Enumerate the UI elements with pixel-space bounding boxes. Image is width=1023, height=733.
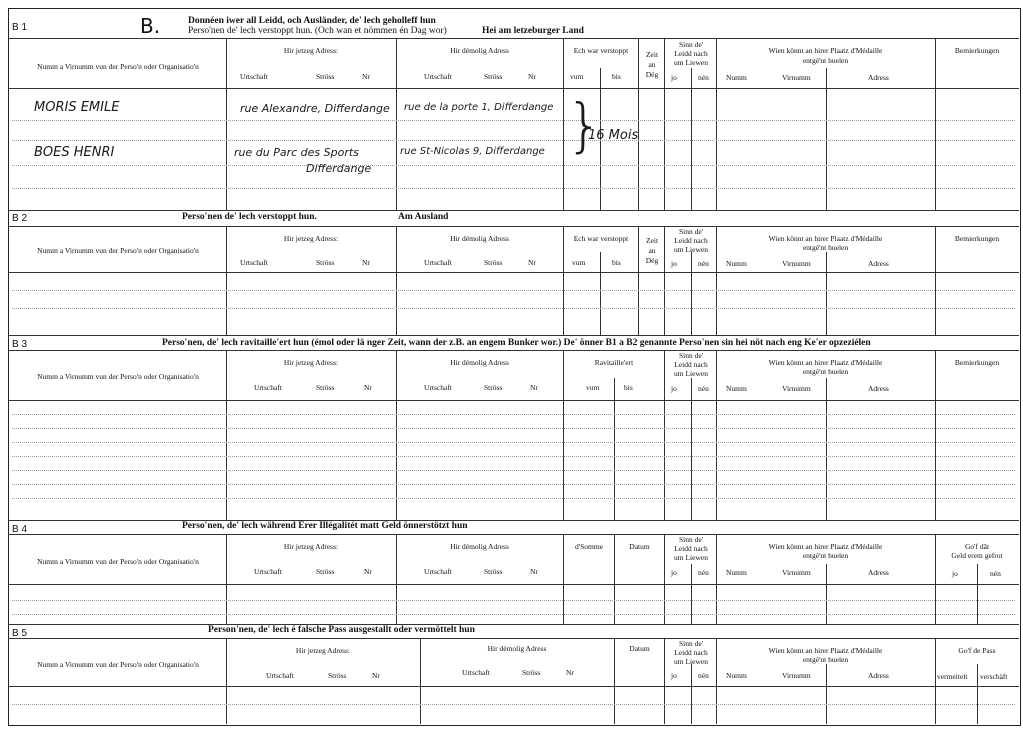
b5-col-medal1: Wien könnt an hirer Plaatz d'Médaille <box>768 646 883 655</box>
b5-col-former: Hir démolig Adress <box>487 644 547 653</box>
b2-col-mname: Numm <box>726 259 747 268</box>
b5-col-given: verschäft <box>980 672 1008 681</box>
b5-col-alive1: Sinn de' <box>678 639 704 648</box>
entry-2-former: rue St-Nicolas 9, Differdange <box>400 146 545 157</box>
b5-col-town: Urtschaft <box>266 671 294 680</box>
b2-col-former: Hir démolig Adress <box>450 234 509 243</box>
b4-col-nr2: Nr <box>530 567 538 576</box>
entry-1-name: MORIS EMILE <box>34 100 120 115</box>
b2-col-from: vum <box>572 258 586 267</box>
b4-col-name: Numm a Virnumm vun der Perso'n oder Organisatio'n <box>37 557 199 566</box>
b3-col-alive3: um Liewen <box>674 369 708 378</box>
b2-col-time3: Dég <box>645 256 659 265</box>
b1-title-right: Hei am letzeburger Land <box>482 26 584 36</box>
b3-col-alive2: Leidd nach <box>674 360 708 369</box>
b1-col-current: Hir jetzeg Adress: <box>283 46 339 55</box>
b4-col-mname: Numm <box>726 568 747 577</box>
b4-col-date: Datum <box>629 542 650 551</box>
b5-col-date: Datum <box>629 644 650 653</box>
b1-header-top <box>8 38 1019 39</box>
b2-col-nr2: Nr <box>528 258 536 267</box>
b4-col-medal2: entgé'nt huelen <box>802 551 849 560</box>
b3-col-nr: Nr <box>364 383 372 392</box>
b4-col-money2: Geld erem gefrot <box>951 551 1003 560</box>
b5-col-nr: Nr <box>372 671 380 680</box>
entry-1-current: rue Alexandre, Differdange <box>240 102 390 115</box>
b4-col-sum: d'Somme <box>574 542 604 551</box>
b1-col-yes: jo <box>671 73 677 82</box>
b5-col-street2: Ströss <box>522 668 541 677</box>
b3-col-town2: Urtschaft <box>424 383 452 392</box>
b2-col-nr: Nr <box>362 258 370 267</box>
form-letter: B. <box>140 14 161 38</box>
b2-col-alive3: um Liewen <box>674 245 708 254</box>
b5-col-nr2: Nr <box>566 668 574 677</box>
b5-col-mfirst: Virnumm <box>782 671 811 680</box>
b1-col-name: Numm a Virnumm vun der Perso'n oder Organisatio'n <box>37 62 199 71</box>
b1-col-alive1: Sinn de' <box>678 40 704 49</box>
b2-col-medal2: entgé'nt huelen <box>802 243 849 252</box>
entry-1-former: rue de la porte 1, Differdange <box>404 102 554 113</box>
b1-col-town2: Urtschaft <box>424 72 452 81</box>
b5-col-pass: Go'f de Pass <box>958 646 996 655</box>
b2-col-medal1: Wien könnt an hirer Plaatz d'Médaille <box>768 234 883 243</box>
b1-col-mfirst: Virnumm <box>782 73 811 82</box>
b4-col-town2: Urtschaft <box>424 567 452 576</box>
b1-col-remarks: Bemierkungen <box>954 46 1000 55</box>
section-label-b2: B 2 <box>12 213 28 224</box>
b3-col-medal2: entgé'nt huelen <box>802 367 849 376</box>
b2-col-town: Urtschaft <box>240 258 268 267</box>
section-label-b4: B 4 <box>12 524 28 535</box>
b3-col-remarks: Bemierkungen <box>954 358 1000 367</box>
b3-col-mfirst: Virnumm <box>782 384 811 393</box>
b1-col-street: Ströss <box>316 72 335 81</box>
b2-col-street: Ströss <box>316 258 335 267</box>
b1-col-alive2: Leidd nach <box>674 49 708 58</box>
b5-col-mname: Numm <box>726 671 747 680</box>
b3-title: Perso'nen, de' lech ravitaille'ert hun (émol oder lä nger Zeit, wann der z.B. an engem Bunker wor.) De' önner B1 a B2 genannte Perso'nen sin hei nöt nach eng Ke'er opzeziélen <box>162 338 871 348</box>
b2-col-time2: an <box>648 246 656 255</box>
b5-col-medal2: entgé'nt huelen <box>802 655 849 664</box>
entry-2-current-1: rue du Parc des Sports <box>234 146 359 159</box>
b1-col-town: Urtschaft <box>240 72 268 81</box>
b3-col-no: nén <box>698 384 709 393</box>
b5-col-alive3: um Liewen <box>674 657 708 666</box>
entry-2-name: BOES HENRI <box>34 145 115 160</box>
b1-col-medal1: Wien könnt an hirer Plaatz d'Médaille <box>768 46 883 55</box>
b3-col-current: Hir jetzeg Adress: <box>283 358 339 367</box>
b2-col-alive2: Leidd nach <box>674 236 708 245</box>
b5-col-current: Hir jetzeg Adress: <box>295 646 351 655</box>
b3-col-nr2: Nr <box>530 383 538 392</box>
b4-col-nr: Nr <box>364 567 372 576</box>
b2-col-street2: Ströss <box>484 258 503 267</box>
b4-col-street2: Ströss <box>484 567 503 576</box>
b3-col-mname: Numm <box>726 384 747 393</box>
b4-col-town: Urtschaft <box>254 567 282 576</box>
b2-col-to: bis <box>612 258 621 267</box>
section-label-b1: B 1 <box>12 22 28 33</box>
b1-col-street2: Ströss <box>484 72 503 81</box>
b1-col-alive3: um Liewen <box>674 58 708 67</box>
b2-title: Perso'nen de' lech verstoppt hun. <box>182 212 317 222</box>
b1-bottom <box>8 210 1019 211</box>
b1-col-hidden: Ech war verstoppt <box>573 46 629 55</box>
b3-col-name: Numm a Virnumm vun der Perso'n oder Organisatio'n <box>37 372 199 381</box>
b2-col-name: Numm a Virnumm vun der Perso'n oder Organisatio'n <box>37 246 199 255</box>
b5-col-maddress: Adress <box>868 671 889 680</box>
b3-col-street2: Ströss <box>484 383 503 392</box>
entry-2-current-2: Differdange <box>306 162 372 175</box>
b5-title: Person'nen, de' lech é falsche Pass ausgestallt oder vermöttelt hun <box>208 625 475 635</box>
b4-col-money1: Go'f dât <box>964 542 990 551</box>
b2-col-hidden: Ech war verstoppt <box>573 234 629 243</box>
b1-header-bottom <box>8 88 1019 89</box>
b2-col-current: Hir jetzeg Adress: <box>283 234 339 243</box>
b5-col-yes: jo <box>671 671 677 680</box>
b1-col-no: nén <box>698 73 709 82</box>
section-label-b3: B 3 <box>12 339 28 350</box>
b1-title-2: Perso'nen de' lech verstoppt hun. (Och wan et nömmen én Dag wor) <box>188 26 447 36</box>
b5-col-name: Numm a Virnumm vun der Perso'n oder Organisatio'n <box>37 660 199 669</box>
b1-col-to: bis <box>612 72 621 81</box>
b4-title: Perso'nen, de' lech während Erer Illégalitét matt Geld önnerstötzt hun <box>182 521 468 531</box>
b5-col-no: nén <box>698 671 709 680</box>
b3-col-medal1: Wien könnt an hirer Plaatz d'Médaille <box>768 358 883 367</box>
b1-col-former: Hir démolig Adress <box>450 46 509 55</box>
b4-col-street: Ströss <box>316 567 335 576</box>
b4-col-alive2: Leidd nach <box>674 544 708 553</box>
section-label-b5: B 5 <box>12 628 28 639</box>
b2-col-time1: Zeit <box>645 236 659 245</box>
b4-col-money-no: nén <box>990 569 1001 578</box>
b5-col-alive2: Leidd nach <box>674 648 708 657</box>
b4-col-money-yes: jo <box>952 569 958 578</box>
b3-col-yes: jo <box>671 384 677 393</box>
b1-col-time3: Dég <box>645 70 659 79</box>
b2-col-yes: jo <box>671 259 677 268</box>
b4-col-alive3: um Liewen <box>674 553 708 562</box>
b2-col-mfirst: Virnumm <box>782 259 811 268</box>
b1-col-time2: an <box>648 60 656 69</box>
b1-title-1: Donnéen iwer all Leidd, och Ausländer, de' lech geholleff hun <box>188 16 436 26</box>
b1-col-mname: Numm <box>726 73 747 82</box>
b2-title-right: Am Ausland <box>398 212 449 222</box>
b3-col-maddress: Adress <box>868 384 889 393</box>
b2-col-remarks: Bemierkungen <box>954 234 1000 243</box>
b3-col-alive1: Sinn de' <box>678 351 704 360</box>
b4-col-yes: jo <box>671 568 677 577</box>
b2-col-no: nén <box>698 259 709 268</box>
duration: 16 Mois <box>588 128 639 143</box>
b1-col-nr: Nr <box>362 72 370 81</box>
b5-col-issued: vermeitelt <box>937 672 968 681</box>
b4-col-medal1: Wien könnt an hirer Plaatz d'Médaille <box>768 542 883 551</box>
b4-col-no: nén <box>698 568 709 577</box>
b3-col-town: Urtschaft <box>254 383 282 392</box>
b4-col-current: Hir jetzeg Adress: <box>283 542 339 551</box>
b2-col-alive1: Sinn de' <box>678 227 704 236</box>
b5-col-street: Ströss <box>328 671 347 680</box>
b3-col-former: Hir démolig Adress <box>450 358 509 367</box>
b5-col-town2: Urtschaft <box>462 668 490 677</box>
b1-col-time1: Zeit <box>645 50 659 59</box>
b4-col-mfirst: Virnumm <box>782 568 811 577</box>
b1-col-medal2: entgé'nt huelen <box>802 56 849 65</box>
b1-col-from: vum <box>570 72 584 81</box>
brace: } <box>566 91 603 159</box>
b1-col-maddress: Adress <box>868 73 889 82</box>
b3-col-street: Ströss <box>316 383 335 392</box>
b3-col-from: vum <box>586 383 600 392</box>
b2-col-town2: Urtschaft <box>424 258 452 267</box>
b3-col-to: bis <box>624 383 633 392</box>
b4-col-former: Hir démolig Adress <box>450 542 509 551</box>
b3-col-ravit: Ravitaille'ert <box>594 358 634 367</box>
b4-col-maddress: Adress <box>868 568 889 577</box>
b2-col-maddress: Adress <box>868 259 889 268</box>
b4-col-alive1: Sinn de' <box>678 535 704 544</box>
b1-col-nr2: Nr <box>528 72 536 81</box>
